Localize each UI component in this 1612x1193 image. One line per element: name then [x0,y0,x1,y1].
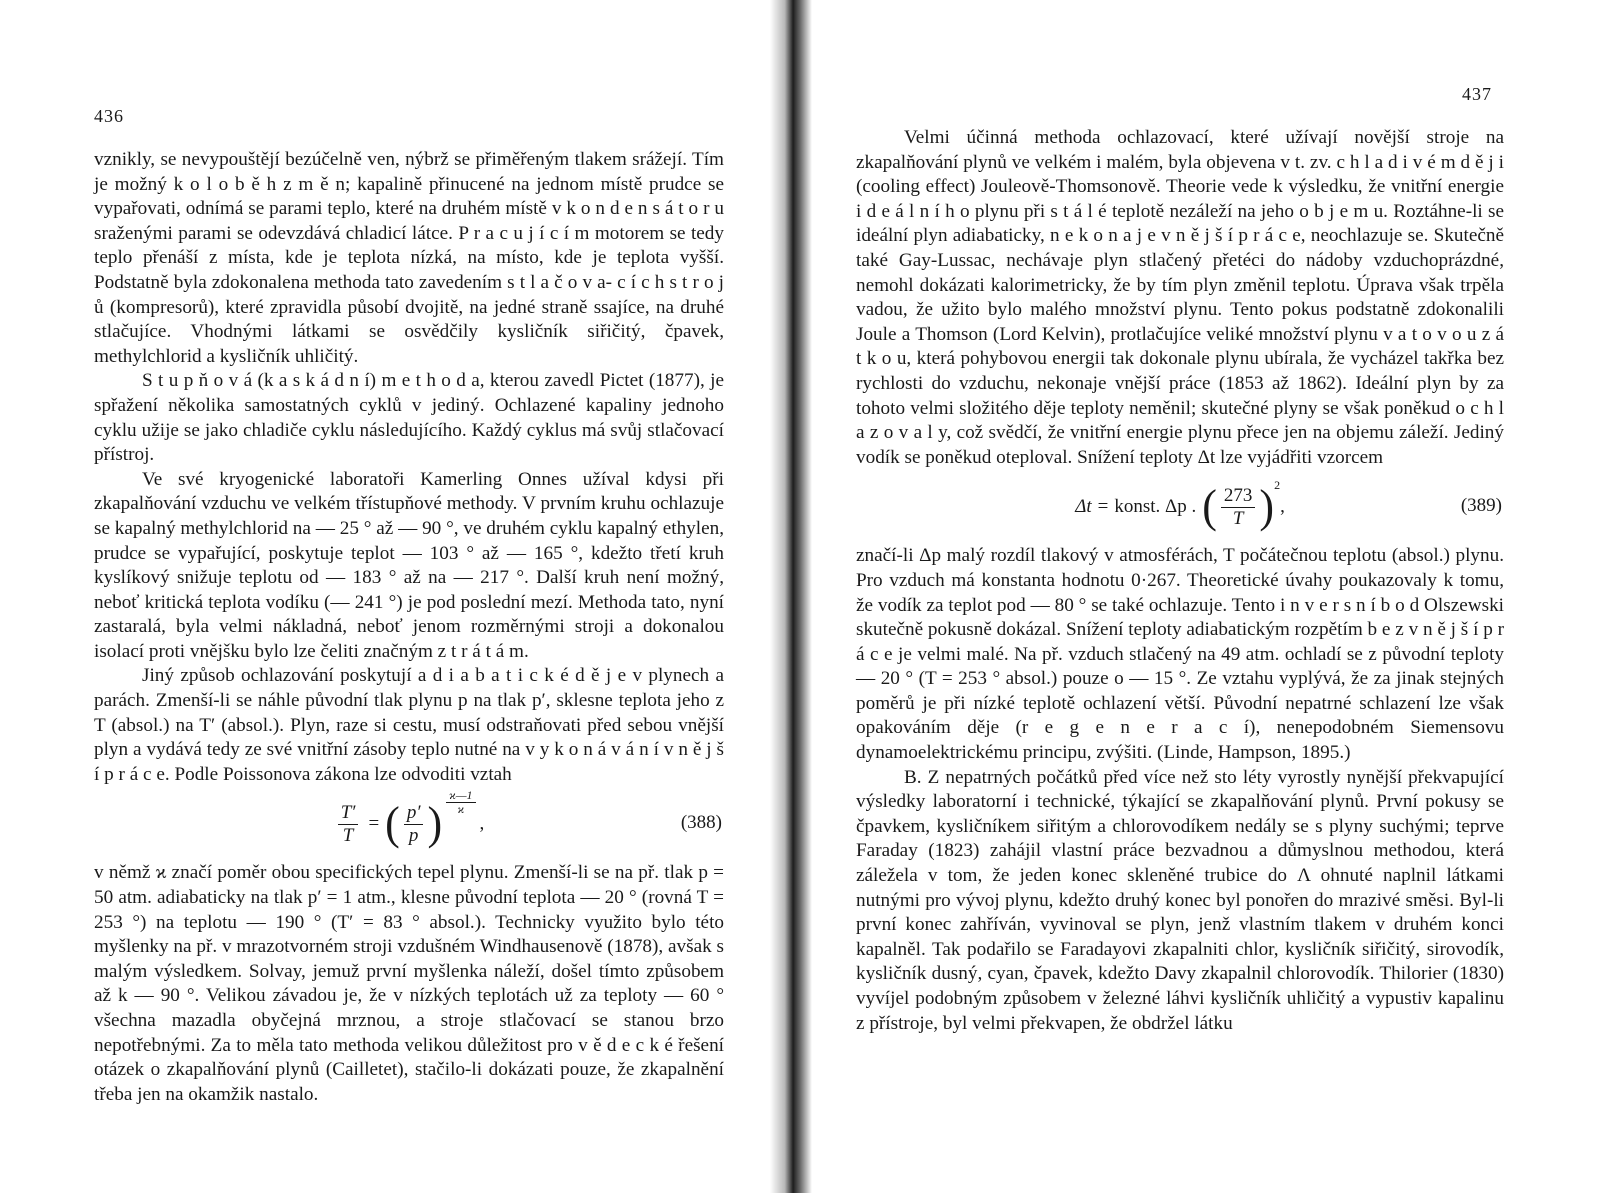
paragraph: Velmi účinná methoda ochlazovací, které užívají novější stroje na zkapalňování plynů ve velkém i malém, byla objevena v t. zv. c h l a d i v é m d ě j i (cooling effect) Jouleově-Thomsonově. Theorie vede k výsledku, že vnitřní energie i d e á l n í h o plynu při s t á l é teplotě nezáleží na jeho o b j e m u. Roztáhne-li se ideální plyn adiabaticky, n e k o n a j e v n ě j š í p r á c e, neochlazuje se. Skutečně také Gay-Lussac, nechávaje plyn stlačený přetéci do nádoby vzduchoprázdné, nemohl dokázati kalorimetricky, že by tím plyn změnil teplotu. Úprava však trpěla vadou, že užito bylo malého množství plynu. Tento pokus podstatně zdokonalili Joule a Thomson (Lord Kelvin), protlačujíce veliké množství plynu v a t o v o u z á t k o u, která pohybovou energii tak dokonale plynu ubírala, že vycházel takřka bez rychlosti do vzduchu, nekonaje vnější práce (1853 až 1862). Ideální plyn by za tohoto velmi složitého děje teploty neměnil; skutečné plyny se však poněkud o c h l a z o v a l y, což svědčí, že vnitřní energie plynu přece jen na objemu záleží. Jediný vodík se poněkud oteploval. Snížení teploty Δt lze vyjádřiti vzorcem [856,127,1504,468]
paragraph: vznikly, se nevypouštějí bezúčelně ven, nýbrž se přiměřeným tlakem srážejí. Tím je možný k o l o b ě h z m ě n; kapalině přinucené na jednom místě prudce se vypařovati, odnímá se parami teplo, které na druhém místě v k o n d e n s á t o r u sraženými parami se odevzdává chladicí látce. P r a c u j í c í m motorem se tedy teplo přenáší z místa, kde je teplota nízká, na místo, kde je teplota vyšší. Podstatně byla zdokonalena methoda tato zavedením s t l a č o v a- c í c h s t r o j ů (kompresorů), které zpravidla působí dvojitě, na jedné straně ssajíce, na druhé stlačujíce. Vhodnými látkami se osvědčily kysličník siřičitý, čpavek, methylchlorid a kysličník uhličitý. [94,149,724,367]
fraction [1221,485,1256,530]
exponent-numerator: ϰ—1 [446,789,475,803]
formula-tail: , [1280,496,1285,518]
fraction-numerator: T′ [338,802,359,825]
fraction-denominator: T [342,824,354,846]
formula-lhs: Δt [1075,496,1092,518]
paragraph: S t u p ň o v á (k a s k á d n í) m e t h o d a, kterou zavedl Pictet (1877), je spřažení několika samostatných cyklů v jediný. Ochlazené kapaliny jednoho cyklu užije se jako chladiče cyklu následujícího. Každý cyklus má svůj stlačovací přístroj. [94,370,724,466]
exponent [442,789,479,816]
fraction-numerator: 273 [1221,485,1256,508]
paragraph: značí-li Δp malý rozdíl tlakový v atmosférách, T počátečnou teplotu (absol.) plynu. Pro vzduch má konstanta hodnotu 0·267. Theoretické úvahy poukazovaly k tomu, že vodík za teplot pod — 80 ° se také ochlazuje. Tento i n v e r s n í b o d Olszewski skutečně pokusně dokázal. Snížení teploty adiabatickým rozpětím b e z v n ě j š í p r á c e je velmi malé. Na př. vzduch stlačený na 49 atm. ochladí se z původní teploty — 20 ° (T = 253 ° absol.) pouze o — 15 °. Ze vztahu vyplývá, že za jinak stejných poměrů je při nízké teplotě ochlazení větší. Původní nepatrné schlazení lze však opakováním děje (r e g e n e r a c í), nenepodobném Siemensovu dynamoelektrickému principu, zvýšiti. (Linde, Hampson, 1895.) [856,545,1504,764]
equation-388 [94,787,724,857]
paragraph: Ve své kryogenické laboratoři Kamerling Onnes užíval kdysi při zkapalňování vzduchu ve velkém třístupňové methody. V prvním kruhu ochlazuje se kapalný methylchlorid na — 25 ° až — 90 °, ve druhém cyklu kapalný ethylen, prudce se vypařující, poskytuje teplot — 103 ° až — 165 °, kdežto třetí kruh kyslíkový snižuje teplotu od — 183 ° až na — 217 °. Další kruh není možný, neboť kritická teplota vodíku (— 241 °) je pod poslední mezí. Methoda tato, nyní zastaralá, byla velmi nákladná, neboť jenom rozměrnými stroji a dokonalou isolací proti vnějšku bylo lze čeliti značným z t r á t á m. [94,468,724,662]
fraction [404,802,424,847]
fraction-denominator: T [1232,507,1244,529]
equation-number: (389) [1460,495,1502,517]
exponent-fraction [446,789,475,816]
right-page [812,0,1612,1193]
right-page-body [856,126,1504,1036]
equals-sign: = [368,813,380,835]
formula-tail: , [479,813,485,835]
paragraph: B. Z nepatrných počátků před více než sto léty vyrostly nynější překvapující výsledky laboratorní i technické, týkající se zkapalňování plynů. První pokusy se čpavkem, kysličníkem siřitým a chlorovodíkem nedály se s plyny suchými; teprve Faraday (1823) zahájil vlastní práce bezvadnou a důmyslnou methodou, která záležela v tom, že jeden konec skleněné trubice do Λ ohnuté naplnil látkami nutnými pro vývoj plynu, kdežto druhý konec byl ponořen do mrazivé směsi. Byl-li první konec zahříván, vyvinoval se plyn, jenž vlastním tlakem v druhém konci kapalněl. Tak podařilo se Faradayovi zkapalniti chlor, kysličník siřičitý, sirovodík, kysličník dusný, cyan, čpavek, kdežto Davy zkapalnil chlorovodík. Thilorier (1830) vyvíjel podobným způsobem v železné láhvi kysličník uhličitý a vypustiv kapalinu z přístroje, byl velmi překvapen, že obdržel látku [856,766,1504,1034]
fraction-numerator: p′ [404,802,424,825]
equation-number: (388) [680,812,722,834]
left-page [0,0,770,1193]
paragraph: Jiný způsob ochlazování poskytují a d i a b a t i c k é d ě j e v plynech a parách. Zmenší-li se náhle původní tlak plynu p na tlak p′, sklesne teplota jeho z T (absol.) na T′ (absol.). Plyn, raze si cestu, musí odstraňovati před sebou vnější plyn a vydává tedy ze své vnitřní zásoby teplo nutné na v y k o n á v á n í v n ě j š í p r á c e. Podle Poissonova zákona lze odvoditi vztah [94,665,724,785]
paragraph: v němž ϰ značí poměr obou specifických tepel plynu. Zmenší-li se na př. tlak p = 50 atm. adiabaticky na tlak p′ = 1 atm., klesne původní teplota — 20 ° (rovná T = 253 °) na teplotu — 190 ° (T′ = 83 ° absol.). Technicky využito bylo této myšlenky na př. v mrazotvorném stroji vzdušném Windhausenově (1878), avšak s malým výsledkem. Solvay, jemuž první myšlenka náleží, došel tímto způsobem až k — 90 °. Velikou závadou je, že v nízkých teplotách už za teploty — 60 ° všechna mazadla obyčejná mrznou, a stroje stlačovací se stanou brzo nepotřebnými. Za to měla tato methoda velikou důležitost pro v ě d e c k é řešení otázek o zkapalňování plynů (Cailletet), stačilo-li dokázati pouze, že zkapalnění třeba jen na okamžik nastalo. [94,862,724,1105]
exponent: 2 [1274,478,1281,493]
left-paren: ( [385,798,400,850]
formula-middle: konst. Δp . [1114,496,1197,518]
right-paren: ) [1259,481,1275,533]
fraction [338,802,359,847]
equation-389 [856,474,1504,540]
exponent-denominator: ϰ [457,801,465,816]
right-paren: ) [427,798,443,850]
equals-sign: = [1097,496,1109,518]
left-page-body [94,148,724,1107]
fraction-denominator: p [408,824,419,846]
left-paren: ( [1202,481,1217,533]
page-number-right: 437 [1462,84,1492,104]
book-gutter [770,0,812,1193]
page-number-left: 436 [94,106,124,126]
